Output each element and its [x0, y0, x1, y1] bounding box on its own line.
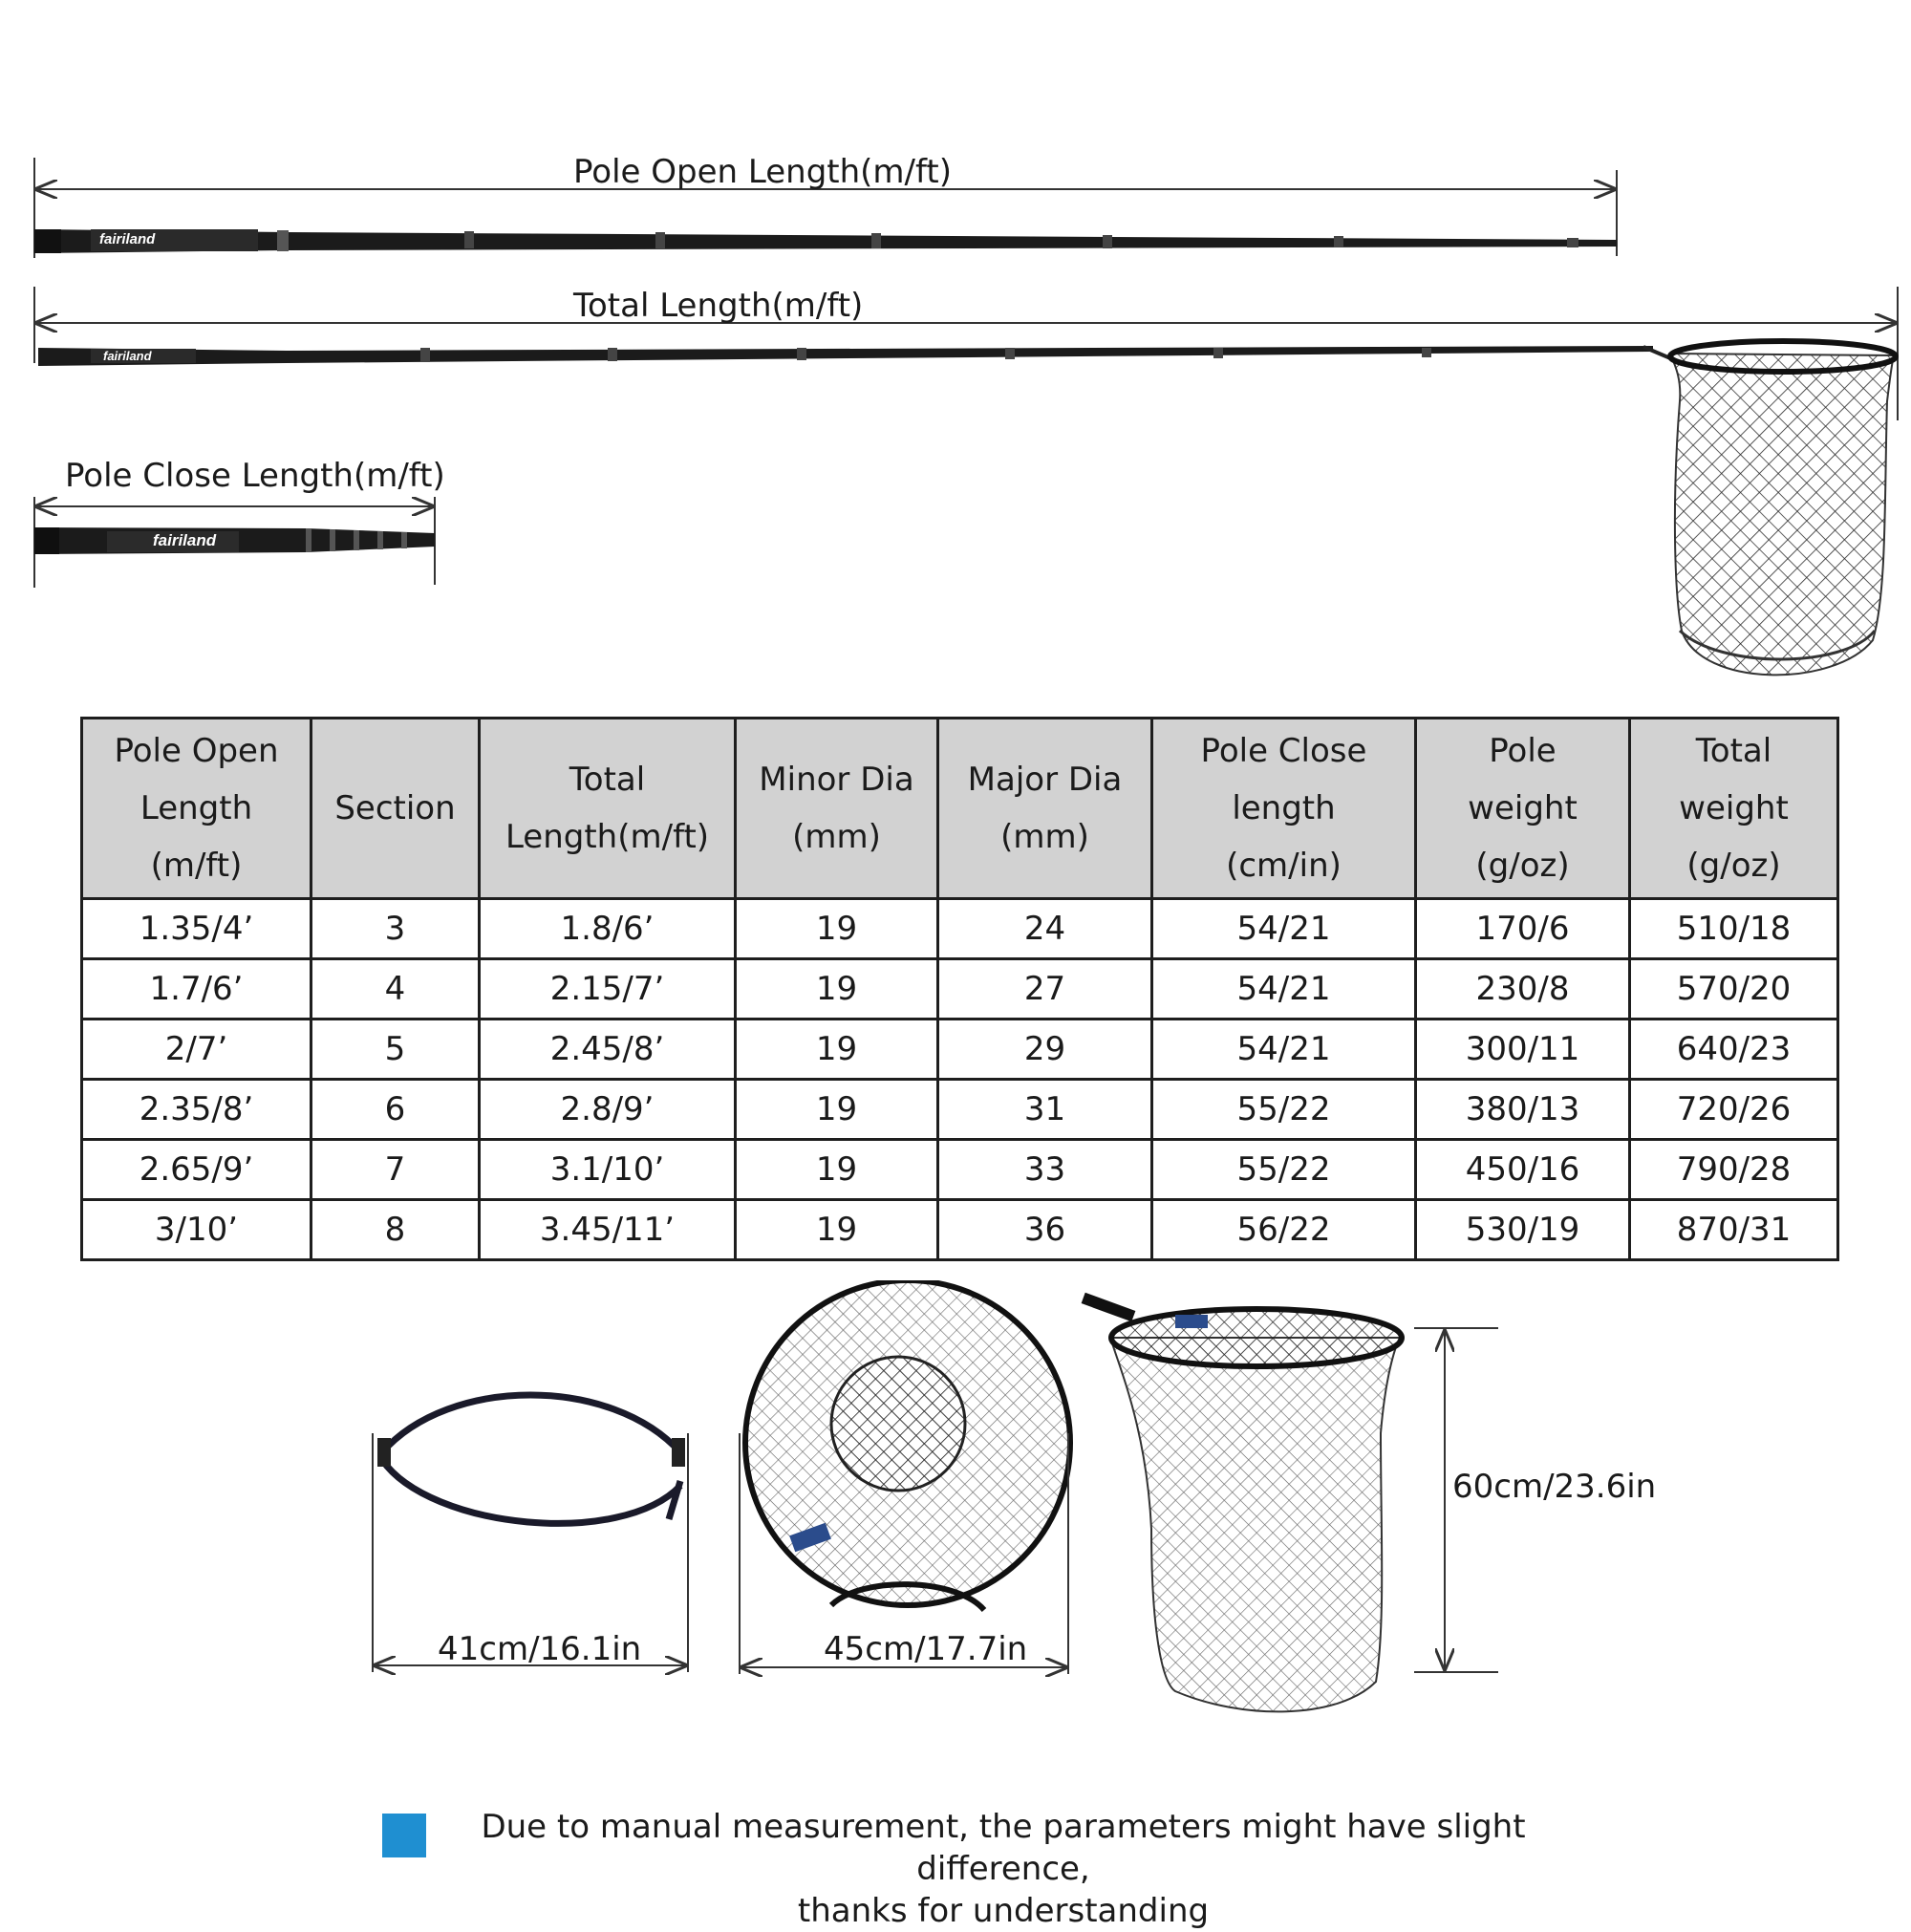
table-cell: 3/10’	[82, 1200, 311, 1260]
column-header-line: (cm/in)	[1226, 847, 1342, 885]
table-cell: 1.8/6’	[480, 899, 736, 959]
hoop-width-label: 41cm/16.1in	[438, 1630, 642, 1668]
table-cell: 3	[311, 899, 480, 959]
column-header	[736, 719, 938, 899]
net-bag-image	[1082, 1293, 1402, 1712]
spec-table	[80, 717, 1839, 1261]
table-cell: 3.1/10’	[480, 1140, 736, 1200]
column-header-line: Pole	[1489, 732, 1557, 770]
pole-brand-logo-total: fairiland	[103, 349, 152, 363]
column-header-line: Total	[1695, 732, 1772, 770]
table-row	[82, 1080, 1838, 1140]
pole-with-net-image	[38, 341, 1896, 675]
table-cell: 19	[736, 1080, 938, 1140]
table-cell: 4	[311, 959, 480, 1020]
table-body	[82, 899, 1838, 1260]
table-cell: 27	[938, 959, 1152, 1020]
table-cell: 1.7/6’	[82, 959, 311, 1020]
column-header	[1630, 719, 1838, 899]
note-bullet-square	[382, 1814, 426, 1857]
table-cell: 54/21	[1152, 959, 1416, 1020]
table-cell: 8	[311, 1200, 480, 1260]
column-header	[311, 719, 480, 899]
net-diameter-label: 45cm/17.7in	[824, 1630, 1028, 1668]
table-cell: 33	[938, 1140, 1152, 1200]
table-cell: 3.45/11’	[480, 1200, 736, 1260]
table-cell: 790/28	[1630, 1140, 1838, 1200]
column-header-line: weight	[1468, 789, 1578, 827]
table-cell: 720/26	[1630, 1080, 1838, 1140]
table-cell: 380/13	[1416, 1080, 1630, 1140]
hoop-frame-image	[377, 1395, 685, 1523]
column-header-line: (g/oz)	[1686, 847, 1781, 885]
pole-brand-logo-close: fairiland	[153, 531, 217, 549]
table-cell: 2.65/9’	[82, 1140, 311, 1200]
table-cell: 2/7’	[82, 1020, 311, 1080]
table-cell: 31	[938, 1080, 1152, 1140]
table-cell: 54/21	[1152, 1020, 1416, 1080]
net-depth-label: 60cm/23.6in	[1452, 1468, 1657, 1506]
pole-close-length-label: Pole Close Length(m/ft)	[65, 457, 445, 495]
table-cell: 640/23	[1630, 1020, 1838, 1080]
table-row	[82, 1020, 1838, 1080]
column-header-line: Pole Open	[114, 732, 279, 770]
table-cell: 1.35/4’	[82, 899, 311, 959]
note-line-2: thanks for understanding	[797, 1892, 1210, 1930]
table-cell: 6	[311, 1080, 480, 1140]
column-header-line: Minor Dia	[759, 761, 914, 799]
table-cell: 56/22	[1152, 1200, 1416, 1260]
pole-dimensions-illustration	[0, 0, 1911, 707]
table-cell: 510/18	[1630, 899, 1838, 959]
table-row	[82, 1140, 1838, 1200]
collapsed-pole-image	[34, 527, 435, 554]
table-cell: 19	[736, 1140, 938, 1200]
table-header-row	[82, 719, 1838, 899]
table-cell: 55/22	[1152, 1140, 1416, 1200]
column-header-line: (mm)	[1000, 818, 1089, 856]
table-cell: 2.15/7’	[480, 959, 736, 1020]
measurement-note	[449, 1806, 1557, 1932]
column-header-line: (mm)	[792, 818, 881, 856]
total-length-label: Total Length(m/ft)	[573, 287, 864, 325]
table-cell: 870/31	[1630, 1200, 1838, 1260]
column-header	[1152, 719, 1416, 899]
column-header-line: (m/ft)	[150, 847, 243, 885]
table-cell: 55/22	[1152, 1080, 1416, 1140]
column-header-line: Pole Close	[1200, 732, 1367, 770]
column-header	[82, 719, 311, 899]
extended-pole-image	[34, 229, 1617, 253]
table-cell: 2.8/9’	[480, 1080, 736, 1140]
table-cell: 24	[938, 899, 1152, 959]
note-line-1: Due to manual measurement, the parameters might have slight difference,	[481, 1808, 1526, 1888]
table-cell: 530/19	[1416, 1200, 1630, 1260]
table-row	[82, 1200, 1838, 1260]
table-row	[82, 899, 1838, 959]
column-header-line: (g/oz)	[1475, 847, 1570, 885]
table-cell: 570/20	[1630, 959, 1838, 1020]
table-cell: 19	[736, 1200, 938, 1260]
column-header-line: Length(m/ft)	[505, 818, 710, 856]
table-cell: 230/8	[1416, 959, 1630, 1020]
table-row	[82, 959, 1838, 1020]
column-header-line: length	[1232, 789, 1336, 827]
column-header-line: Length	[140, 789, 253, 827]
column-header	[938, 719, 1152, 899]
column-header	[1416, 719, 1630, 899]
column-header-line: Major Dia	[967, 761, 1123, 799]
folded-net-image	[745, 1280, 1070, 1610]
table-cell: 36	[938, 1200, 1152, 1260]
column-header-line: Section	[334, 789, 456, 827]
pole-open-length-label: Pole Open Length(m/ft)	[573, 153, 952, 191]
table-cell: 54/21	[1152, 899, 1416, 959]
pole-brand-logo-open: fairiland	[99, 231, 156, 247]
table-cell: 2.35/8’	[82, 1080, 311, 1140]
table-cell: 19	[736, 959, 938, 1020]
column-header-line: Total	[569, 761, 646, 799]
table-cell: 170/6	[1416, 899, 1630, 959]
table-cell: 300/11	[1416, 1020, 1630, 1080]
table-cell: 29	[938, 1020, 1152, 1080]
table-cell: 450/16	[1416, 1140, 1630, 1200]
table-cell: 2.45/8’	[480, 1020, 736, 1080]
table-cell: 5	[311, 1020, 480, 1080]
table-cell: 19	[736, 1020, 938, 1080]
column-header-line: weight	[1679, 789, 1789, 827]
column-header	[480, 719, 736, 899]
table-cell: 19	[736, 899, 938, 959]
table-cell: 7	[311, 1140, 480, 1200]
